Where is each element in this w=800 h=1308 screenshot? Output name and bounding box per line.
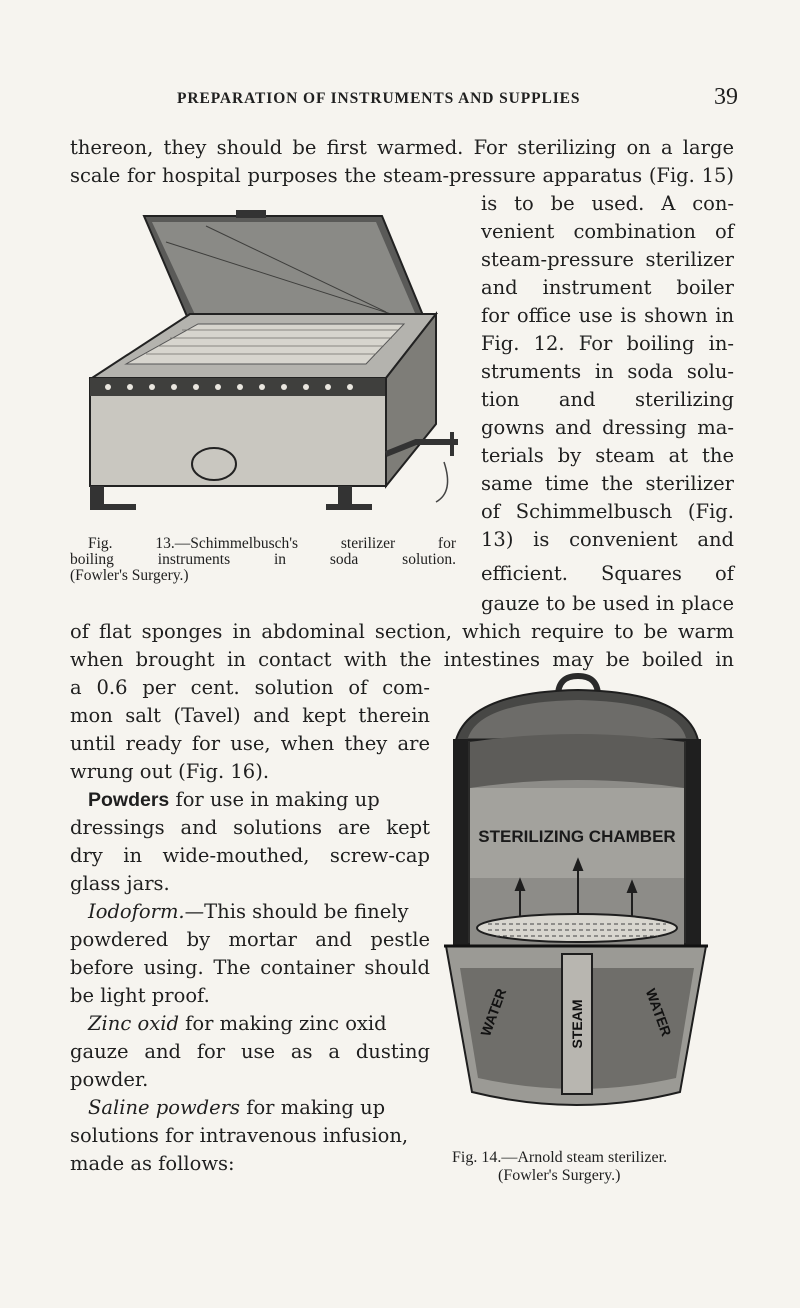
text-line: gauze and for use as a dusting: [70, 1040, 430, 1063]
text-line: terials by steam at the: [481, 444, 734, 467]
text-line: of Schimmelbusch (Fig.: [481, 500, 734, 523]
running-head: PREPARATION OF INSTRUMENTS AND SUPPLIES: [177, 90, 581, 107]
text-line: and instrument boiler: [481, 276, 734, 299]
text-line: efficient. Squares of: [481, 562, 734, 585]
figure-13-caption-line: Fig. 13.—Schimmelbusch's sterilizer for: [88, 535, 456, 552]
powders-first-line: Powders for use in making up: [88, 788, 380, 811]
text-line: venient combination of: [481, 220, 734, 243]
text-line: be light proof.: [70, 984, 210, 1007]
text-line: when brought in contact with the intestines may be boiled in: [70, 648, 734, 671]
text-line: steam-pressure sterilizer: [481, 248, 734, 271]
text-line: glass jars.: [70, 872, 170, 895]
figure-14-illustration: [440, 668, 710, 1146]
water-label-left: WATER: [477, 986, 510, 1039]
text-line: until ready for use, when they are: [70, 732, 430, 755]
saline-first-line: Saline powders for making up: [88, 1096, 386, 1119]
text-line: a 0.6 per cent. solution of com-: [70, 676, 430, 699]
text-line: of flat sponges in abdominal section, which require to be warm: [70, 620, 734, 643]
text-line: thereon, they should be first warmed. For sterilizing on a large: [70, 136, 734, 159]
text-line: dry in wide-mouthed, screw-cap: [70, 844, 430, 867]
text-line: same time the sterilizer: [481, 472, 734, 495]
figure-14-caption-line: (Fowler's Surgery.): [498, 1167, 621, 1184]
text-line: mon salt (Tavel) and kept therein: [70, 704, 430, 727]
text-line: tion and sterilizing: [481, 388, 734, 411]
figure-13-caption-line: boiling instruments in soda solution.: [70, 551, 456, 568]
text-line: is to be used. A con-: [481, 192, 734, 215]
iodoform-term: Iodoform.: [88, 900, 185, 923]
text-line: 13) is convenient and: [481, 528, 734, 551]
zinc-term: Zinc oxid: [88, 1012, 179, 1035]
text-line: struments in soda solu-: [481, 360, 734, 383]
page-number: 39: [714, 84, 738, 110]
water-label-right: WATER: [642, 986, 675, 1039]
text-line: powdered by mortar and pestle: [70, 928, 430, 951]
text-line: for office use is shown in: [481, 304, 734, 327]
powders-heading: Powders: [88, 789, 170, 811]
text-line: before using. The container should: [70, 956, 430, 979]
text-line: made as follows:: [70, 1152, 235, 1175]
text-line: Fig. 12. For boiling in-: [481, 332, 734, 355]
saline-term: Saline powders: [88, 1096, 241, 1119]
perforated-tray: [477, 914, 677, 942]
text-line: powder.: [70, 1068, 149, 1091]
iodoform-first-line: Iodoform.—This should be finely: [88, 900, 409, 923]
steam-label: STEAM: [569, 999, 585, 1049]
figure-13-illustration: [86, 202, 466, 532]
text-line: gauze to be used in place: [481, 592, 734, 615]
text-line: dressings and solutions are kept: [70, 816, 430, 839]
figure-13-caption-line: (Fowler's Surgery.): [70, 567, 189, 584]
figure-14-caption-line: Fig. 14.—Arnold steam sterilizer.: [452, 1149, 668, 1166]
sterilizing-chamber-label: STERILIZING CHAMBER: [478, 827, 676, 846]
lid-handle: [236, 210, 266, 218]
text-line: wrung out (Fig. 16).: [70, 760, 270, 783]
text-line: scale for hospital purposes the steam-pressure apparatus (Fig. 15): [70, 164, 734, 187]
zinc-first-line: Zinc oxid for making zinc oxid: [88, 1012, 387, 1035]
page-header: [0, 86, 800, 116]
text-line: solutions for intravenous infusion,: [70, 1124, 409, 1147]
text-line: gowns and dressing ma-: [481, 416, 734, 439]
